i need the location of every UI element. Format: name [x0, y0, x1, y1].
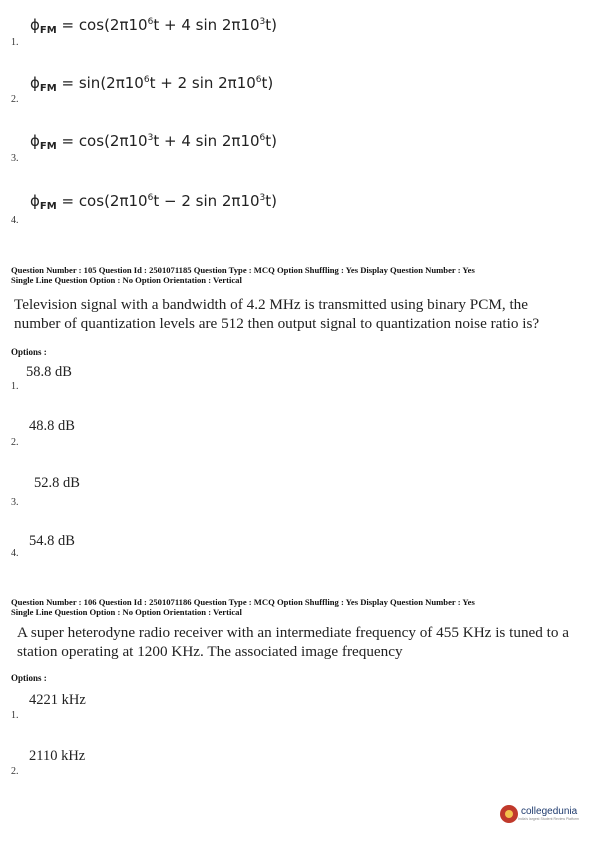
option-equation: $\phi_{FM} = \cos(2\pi 10^3t + 4$ $\sin 2\pi 10^6t$) [30, 132, 278, 152]
option-number: 2. [11, 94, 19, 105]
collegedunia-logo [500, 805, 579, 823]
collegedunia-logo-icon [500, 805, 518, 823]
option-equation: $\phi_{FM} = \cos(2\pi 10^6t - 2$ $\sin 2\pi 10^3t$) [30, 192, 278, 212]
option-number: 4. [11, 548, 19, 559]
option-text: 48.8 dB [29, 418, 75, 434]
option-equation: $\phi_{FM} = \sin(2\pi 10^6t + 2$ $\sin 2\pi 10^6t$) [30, 74, 274, 94]
option-number: 2. [11, 766, 19, 777]
option-number: 4. [11, 215, 19, 226]
option-text: 2110 kHz [29, 748, 86, 764]
option-equation: $\phi_{FM} = \cos(2\pi 10^6t + 4$ $\sin 2\pi 10^3t$) [30, 16, 278, 36]
option-number: 3. [11, 153, 19, 164]
option-text: 4221 kHz [29, 692, 86, 708]
question-meta: Question Number : 106 Question Id : 2501071186 Question Type : MCQ Option Shuffling : Yes Display Question Number : Yes Single Line Question Option : No Option Orientation : Vertical [11, 597, 475, 617]
option-text: 58.8 dB [26, 364, 72, 380]
question-meta: Question Number : 105 Question Id : 2501071185 Question Type : MCQ Option Shuffling : Yes Display Question Number : Yes Single Line Question Option : No Option Orientation : Vertical [11, 265, 475, 285]
options-label: Options : [11, 347, 47, 357]
option-text: 52.8 dB [34, 475, 80, 491]
option-number: 1. [11, 37, 19, 48]
option-number: 3. [11, 497, 19, 508]
option-number: 1. [11, 710, 19, 721]
option-text: 54.8 dB [29, 533, 75, 549]
logo-tagline: India's largest Student Review Platform [518, 817, 579, 821]
options-label: Options : [11, 673, 47, 683]
question-text: Television signal with a bandwidth of 4.2 MHz is transmitted using binary PCM, the number of quantization levels are 512 then output signal to quantization noise ratio is? [14, 296, 540, 332]
option-number: 1. [11, 381, 19, 392]
question-text: A super heterodyne radio receiver with an intermediate frequency of 455 KHz is tuned to a station operating at 1200 KHz. The associated image frequency [17, 624, 570, 660]
logo-name: collegedunia [521, 806, 578, 817]
option-number: 2. [11, 437, 19, 448]
